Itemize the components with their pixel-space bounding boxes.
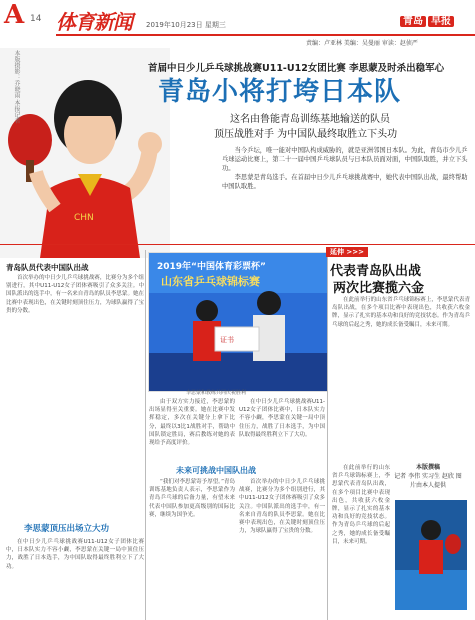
- header-rule: [56, 34, 475, 36]
- lead-paragraph: 李思蒙是青岛选手。在首届中日少儿乒乓球挑战赛中，她代表中国队出战，最终帮助中国队取胜。: [222, 174, 468, 190]
- certificate: 证书: [220, 336, 234, 344]
- mid2-text-b: 首次举办的中日少儿乒乓球挑战赛，比赛分为多个组别进行，其中U11-U12女子团体赛吸引了众多关注。中国队派出的选手中，有一名来自青岛的队员李思蒙。她在比赛中表现出色，在关键时刻顶住压力，为球队赢得了宝贵的分数。: [239, 479, 325, 535]
- banner-line-2: 山东省乒乓球锦标赛: [161, 275, 260, 288]
- left-section-text: 首次举办的中日少儿乒乓球挑战赛，比赛分为多个组别进行，其中U11-U12女子团体赛吸引了众多关注。中国队派出的选手中，有一名来自青岛的队员李思蒙。她在比赛中表现出色，在关键时刻顶住压力，为球队赢得了宝贵的分数。: [6, 275, 144, 314]
- page-letter: A: [4, 0, 25, 30]
- extension-label: 延伸 >>>: [326, 247, 368, 257]
- column-divider: [327, 250, 328, 620]
- player-illustration: [0, 48, 170, 258]
- lead-paragraph: 当今乒坛，唯一能对中国队构成威胁的，就是亚洲邻国日本队。为此，青岛市少儿乒乓球运动比赛上，第二十一届中国乒乓球队员与日本队员面对面，中国队取胜，并立下头功。: [222, 147, 468, 172]
- byline-title: 本版撰稿: [415, 464, 440, 471]
- side-credit: 本版摄影：乔晓雨 本报记者: [13, 50, 20, 124]
- left2-section-text: 在中日少儿乒乓球挑战赛U11-U12女子团体比赛中，日本队实力不容小觑，李思蒙在关键一局中顶住压力，战胜了日本选手，为中国队取得最终胜利立下了大功。: [6, 539, 144, 570]
- table-tennis-photo: [395, 500, 467, 610]
- left-section-title: 青岛队员代表中国队出战: [6, 263, 89, 272]
- byline: [393, 463, 463, 490]
- logo-text: 青岛: [400, 16, 426, 27]
- mid2-text: “我们对李思蒙寄予厚望。”青岛训练基地负责人表示，李思蒙作为青岛乒乓球的后备力量，有望未来代表中国队参加更高级别的国际比赛，继续为国争光。: [149, 479, 235, 518]
- logo-badge: 早报: [428, 16, 454, 27]
- banner-line-1: 2019年“中国体育彩票杯”: [157, 262, 266, 272]
- editors-line: 责编：卢亚林 美编：吴曼丽 审读：赵侦严: [306, 40, 418, 47]
- svg-text:CHN: CHN: [74, 213, 94, 223]
- award-photo: [148, 252, 328, 392]
- headline-sub2: 顶压战胜对手 为中国队最终取胜立下头功: [214, 129, 398, 140]
- section-masthead: 体育新闻: [56, 10, 132, 34]
- right-title-1: 代表青岛队出战: [330, 264, 422, 279]
- photo-caption: 李思蒙和教练共同庆祝胜利: [186, 390, 247, 396]
- newspaper-logo: [398, 12, 454, 27]
- left2-section-title: 李思蒙顶压出场立大功: [24, 524, 110, 534]
- mid2-section-title: 未来可挑战中国队出战: [176, 466, 256, 475]
- mid-text: 由于双方实力接近，李思蒙的出场显得至关重要。她在比赛中发挥稳定，多次在关键分上拿下比分，最终以3比1战胜对手，帮助中国队锁定胜局，赛后教练对她的表现给予高度评价。: [149, 399, 235, 447]
- lead-photo: [0, 48, 170, 258]
- column-divider: [145, 250, 146, 620]
- right-text-b: 在此前举行的山东省乒乓球锦标赛上，李思蒙代表青岛队出战，在多个项目比赛中表现出色，共收获六枚金牌，显示了扎实的基本功和良好的竞技状态。作为青岛乒乓球的后起之秀，她的成长备受瞩目，未来可期。: [332, 465, 390, 545]
- byline-names: 记者 李伟 实习生 赵欣 图片由本人提供: [394, 473, 462, 489]
- lead-intro: [222, 146, 469, 191]
- section-divider: [0, 244, 475, 245]
- headline-sub1: 这名由鲁能青岛训练基地输送的队员: [230, 114, 390, 125]
- mid-text-b: 在中日少儿乒乓球挑战赛U11-U12女子团体比赛中，日本队实力不容小觑，李思蒙在关键一局中顶住压力，战胜了日本选手，为中国队取得最终胜利立下了大功。: [239, 399, 325, 438]
- table-tennis-illustration: [395, 500, 467, 610]
- award-photo-illustration: [149, 253, 327, 391]
- headline-title: 青岛小将打垮日本队: [158, 77, 402, 107]
- issue-date: 2019年10月23日 星期三: [146, 21, 226, 29]
- right-title-2: 两次比赛揽六金: [333, 281, 425, 296]
- right-text: 在此前举行的山东省乒乓球锦标赛上，李思蒙代表青岛队出战，在多个项目比赛中表现出色，共收获六枚金牌，显示了扎实的基本功和良好的竞技状态。作为青岛乒乓球的后起之秀，她的成长备受瞩目，未来可期。: [332, 297, 470, 328]
- headline-kicker: 首届中日少儿乒乓球挑战赛U11-U12女团比赛 李思蒙及时杀出稳军心: [148, 63, 445, 74]
- page-number: 14: [30, 14, 42, 24]
